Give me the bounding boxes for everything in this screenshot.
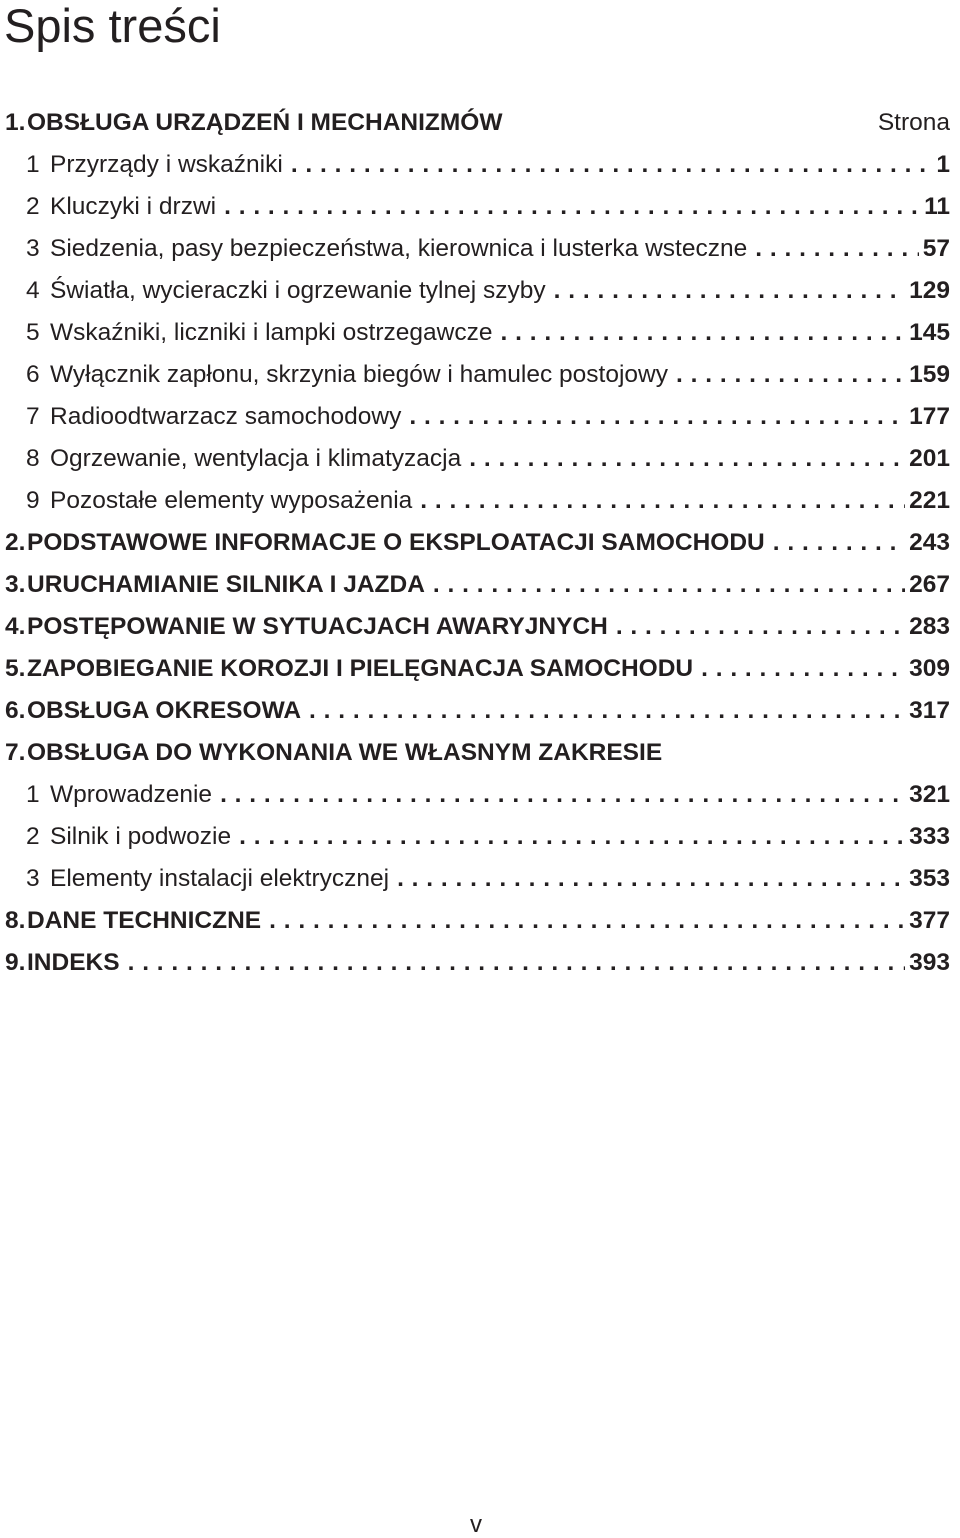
- dot-leader: [469, 445, 905, 473]
- page-title: Spis treści: [4, 0, 221, 52]
- toc-entry-label: Silnik i podwozie: [50, 823, 232, 850]
- toc-entry-label: Światła, wycieraczki i ogrzewanie tylnej szyby: [50, 277, 546, 304]
- dot-leader: [676, 361, 905, 389]
- dot-leader: [409, 403, 905, 431]
- toc-entry-label: URUCHAMIANIE SILNIKA I JAZDA: [27, 571, 425, 598]
- toc-entry-number: 5: [26, 319, 40, 346]
- toc-subsection-4[interactable]: [0, 270, 950, 312]
- toc-entry-label: Wyłącznik zapłonu, skrzynia biegów i hamulec postojowy: [50, 361, 669, 388]
- dot-leader: [554, 277, 905, 305]
- toc-entry-page: 333: [909, 823, 950, 850]
- toc-entry-number: 2: [26, 193, 40, 220]
- dot-leader: [269, 907, 905, 935]
- toc-subsection-5[interactable]: [0, 312, 950, 354]
- dot-leader: [616, 613, 905, 641]
- toc-entry-label: Przyrządy i wskaźniki: [50, 151, 283, 178]
- toc-chapter-15[interactable]: [0, 732, 950, 774]
- toc-chapter-12[interactable]: [0, 606, 950, 648]
- toc-entry-number: 8: [26, 445, 40, 472]
- toc-entry-label: Wprowadzenie: [50, 781, 213, 808]
- toc-entry-page: 129: [909, 277, 950, 304]
- toc-entry-number: 7.: [5, 739, 26, 766]
- dot-leader: [773, 529, 905, 557]
- toc-chapter-13[interactable]: [0, 648, 950, 690]
- toc-subsection-8[interactable]: [0, 438, 950, 480]
- toc-chapter-1[interactable]: [0, 102, 950, 144]
- dot-leader: [500, 319, 905, 347]
- toc-entry-number: 2: [26, 823, 40, 850]
- toc-entry-label: Siedzenia, pasy bezpieczeństwa, kierownica i lusterka wsteczne: [50, 235, 748, 262]
- toc-entry-page: 267: [909, 571, 950, 598]
- toc-entry-page: 377: [909, 907, 950, 934]
- toc-entry-label: Kluczyki i drzwi: [50, 193, 217, 220]
- toc-subsection-7[interactable]: [0, 396, 950, 438]
- toc-entry-number: 4: [26, 277, 40, 304]
- toc-entry-page: 309: [909, 655, 950, 682]
- toc-subsection-3[interactable]: [0, 228, 950, 270]
- toc-entry-page: 243: [909, 529, 950, 556]
- toc-entry-label: DANE TECHNICZNE: [27, 907, 262, 934]
- toc-entry-label: ZAPOBIEGANIE KOROZJI I PIELĘGNACJA SAMOCHODU: [27, 655, 694, 682]
- toc-entry-page: 221: [909, 487, 950, 514]
- toc-entry-label: Pozostałe elementy wyposażenia: [50, 487, 413, 514]
- toc-chapter-10[interactable]: [0, 522, 950, 564]
- toc-entry-number: 9.: [5, 949, 26, 976]
- toc-entry-number: 3: [26, 235, 40, 262]
- toc-entry-label: OBSŁUGA URZĄDZEŃ I MECHANIZMÓW: [27, 109, 503, 136]
- toc-entry-page: 353: [909, 865, 950, 892]
- toc-entry-number: 1.: [5, 109, 26, 136]
- toc-entry-page: 57: [922, 235, 950, 262]
- toc-chapter-19[interactable]: [0, 900, 950, 942]
- toc-entry-number: 6.: [5, 697, 26, 724]
- toc-entry-page: 283: [909, 613, 950, 640]
- toc-entry-page: 201: [909, 445, 950, 472]
- dot-leader: [128, 949, 906, 977]
- toc-entry-number: 4.: [5, 613, 26, 640]
- toc-entry-label: PODSTAWOWE INFORMACJE O EKSPLOATACJI SAMOCHODU: [27, 529, 765, 556]
- toc-entry-page: 317: [909, 697, 950, 724]
- toc-entry-number: 1: [26, 151, 40, 178]
- toc-entry-page: 1: [936, 151, 950, 178]
- toc-entry-page: 321: [909, 781, 950, 808]
- toc-entry-number: 5.: [5, 655, 26, 682]
- toc-entry-page: 159: [909, 361, 950, 388]
- toc-chapter-11[interactable]: [0, 564, 950, 606]
- toc-entry-number: 6: [26, 361, 40, 388]
- dot-leader: [433, 571, 905, 599]
- toc-entry-number: 8.: [5, 907, 26, 934]
- dot-leader: [755, 235, 919, 263]
- toc-entry-page: 393: [909, 949, 950, 976]
- toc-entry-page: 145: [909, 319, 950, 346]
- dot-leader: [701, 655, 905, 683]
- toc-subsection-16[interactable]: [0, 774, 950, 816]
- toc-entry-label: Wskaźniki, liczniki i lampki ostrzegawcze: [50, 319, 493, 346]
- toc-entry-label: POSTĘPOWANIE W SYTUACJACH AWARYJNYCH: [27, 613, 608, 640]
- dot-leader: [309, 697, 905, 725]
- toc-entry-label: INDEKS: [27, 949, 120, 976]
- toc-entry-label: Ogrzewanie, wentylacja i klimatyzacja: [50, 445, 462, 472]
- toc-entry-number: 2.: [5, 529, 26, 556]
- page-column-label: Strona: [877, 109, 950, 136]
- toc-entry-label: OBSŁUGA DO WYKONANIA WE WŁASNYM ZAKRESIE: [27, 739, 663, 766]
- toc-entry-number: 3: [26, 865, 40, 892]
- toc-entry-page: 177: [909, 403, 950, 430]
- dot-leader: [239, 823, 905, 851]
- toc-entry-label: OBSŁUGA OKRESOWA: [27, 697, 302, 724]
- toc-entry-number: 3.: [5, 571, 26, 598]
- dot-leader: [420, 487, 905, 515]
- table-of-contents: [0, 102, 950, 984]
- dot-leader: [220, 781, 905, 809]
- toc-subsection-9[interactable]: [0, 480, 950, 522]
- toc-subsection-2[interactable]: [0, 186, 950, 228]
- toc-entry-number: 7: [26, 403, 40, 430]
- toc-entry-page: 11: [924, 193, 950, 220]
- toc-subsection-1[interactable]: [0, 144, 950, 186]
- toc-chapter-20[interactable]: [0, 942, 950, 984]
- dot-leader: [224, 193, 920, 221]
- toc-entry-label: Elementy instalacji elektrycznej: [50, 865, 390, 892]
- toc-entry-label: Radioodtwarzacz samochodowy: [50, 403, 402, 430]
- toc-entry-number: 9: [26, 487, 40, 514]
- toc-subsection-6[interactable]: [0, 354, 950, 396]
- footer-page-number: v: [470, 1511, 482, 1538]
- toc-chapter-14[interactable]: [0, 690, 950, 732]
- toc-entry-number: 1: [26, 781, 40, 808]
- toc-subsection-18[interactable]: [0, 858, 950, 900]
- toc-subsection-17[interactable]: [0, 816, 950, 858]
- dot-leader: [397, 865, 905, 893]
- dot-leader: [291, 151, 933, 179]
